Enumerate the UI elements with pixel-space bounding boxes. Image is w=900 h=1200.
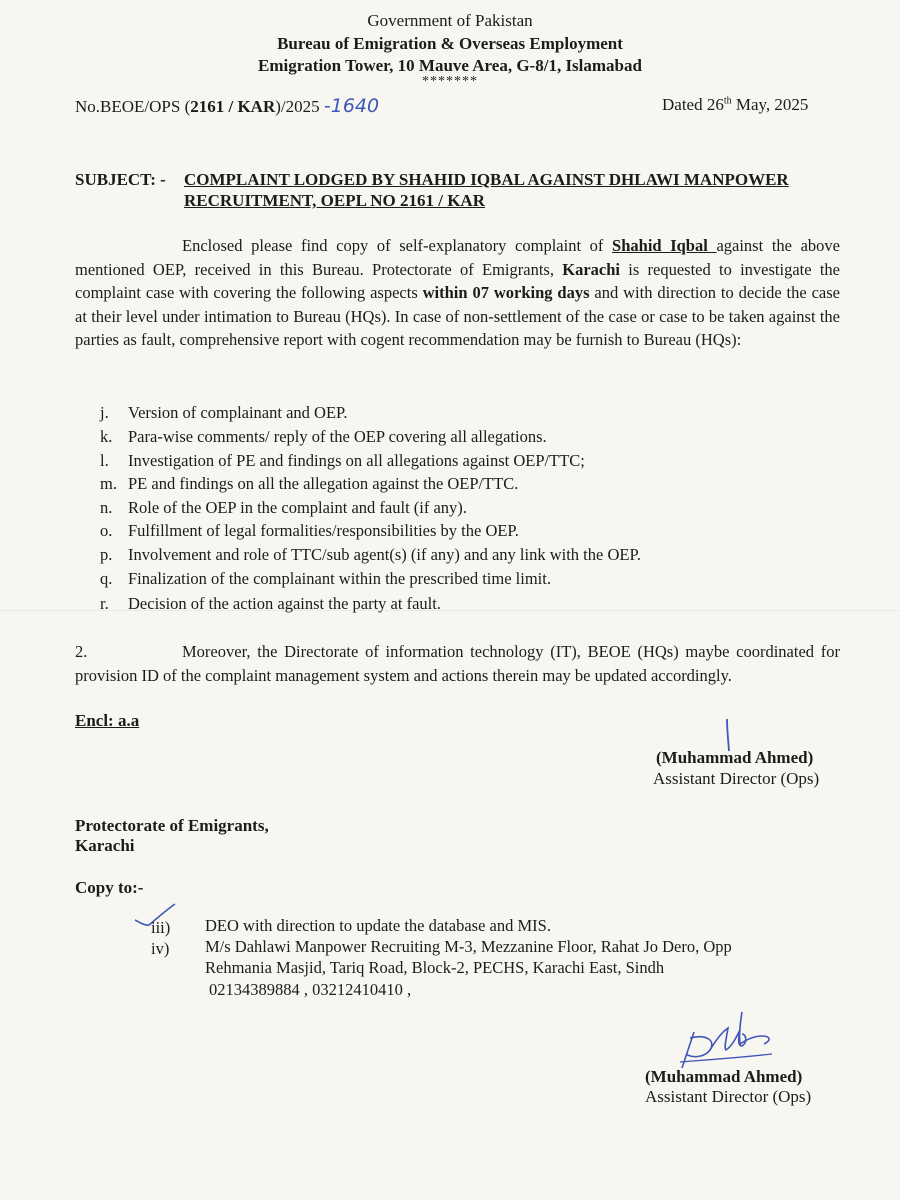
list-item [100, 545, 641, 565]
date-label: Dated 26 [662, 95, 724, 114]
copy-item-phone: 02134389884 , 03212410410 , [209, 980, 412, 999]
bureau-address: Emigration Tower, 10 Mauve Area, G-8/1, Islamabad [258, 56, 642, 75]
copy-item-text: DEO with direction to update the database and MIS. [205, 916, 551, 935]
copy-item-label: iii) [151, 918, 171, 937]
government-title: Government of Pakistan [367, 11, 533, 30]
date-rest: May, 2025 [731, 95, 809, 114]
signatory-designation: Assistant Director (Ops) [653, 769, 820, 788]
deadline-text: within 07 working days [422, 283, 590, 302]
signature-stroke-icon [722, 718, 734, 752]
list-item [100, 451, 585, 471]
addressee-line-2: Karachi [75, 836, 135, 855]
list-text: Investigation of PE and findings on all allegations against OEP/TTC; [128, 451, 585, 470]
signatory-name: (Muhammad Ahmed) [656, 748, 814, 767]
ref-prefix: No.BEOE/OPS ( [75, 97, 191, 116]
list-item [100, 403, 348, 423]
date-line [662, 95, 808, 115]
subject-line-1: COMPLAINT LODGED BY SHAHID IQBAL AGAINST DHLAWI MANPOWER [184, 170, 789, 189]
list-item [100, 594, 441, 614]
list-label: q. [100, 569, 113, 588]
list-label: n. [100, 498, 113, 517]
signatory-designation: Assistant Director (Ops) [645, 1087, 812, 1106]
complainant-name: Shahid Iqbal [612, 236, 717, 255]
addressee-line-1: Protectorate of Emigrants, [75, 816, 269, 835]
list-text: Decision of the action against the party at fault. [128, 594, 441, 613]
list-item [100, 498, 467, 518]
signatory-name: (Muhammad Ahmed) [645, 1067, 803, 1086]
p2-text: Moreover, the Directorate of information technology (IT), BEOE (HQs) maybe coordinated for provision ID of the complaint management system and actions therein may be updated accordingly. [75, 642, 840, 685]
city-name: Karachi [562, 259, 620, 279]
ref-code: 2161 / KAR [190, 97, 276, 116]
copy-item-text: M/s Dahlawi Manpower Recruiting M-3, Mezzanine Floor, Rahat Jo Dero, Opp [205, 937, 732, 956]
reference-number [75, 95, 379, 117]
body-paragraph-1 [75, 234, 840, 352]
bureau-title: Bureau of Emigration & Overseas Employment [277, 34, 623, 53]
date-sup: th [723, 95, 732, 107]
subject-label: SUBJECT: - [75, 170, 166, 189]
p1-text-d: and with direction to decide the case at their level under intimation to Bureau (HQs). In case of non-settlement of the case or case to be taken against the parties as fault, comprehensive report with cogent recommendation may be furnish to Bureau (HQs): [75, 283, 840, 349]
p1-text-c: is requested to investigate the complaint case with covering the following aspects [75, 259, 841, 302]
copy-to-label: Copy to:- [75, 878, 144, 897]
list-text: Fulfillment of legal formalities/responsibilities by the OEP. [128, 521, 519, 540]
list-label: j. [100, 403, 109, 422]
list-text: Para-wise comments/ reply of the OEP covering all allegations. [128, 427, 547, 446]
list-label: k. [100, 427, 113, 446]
list-label: r. [100, 594, 109, 613]
handwritten-dispatch-number: -1640 [323, 95, 380, 117]
list-item [100, 569, 551, 589]
enclosure-label: Encl: a.a [75, 711, 140, 730]
copy-item-text: Rehmania Masjid, Tariq Road, Block-2, PECHS, Karachi East, Sindh [205, 958, 665, 977]
copy-item-label: iv) [151, 939, 170, 958]
list-item [100, 474, 518, 494]
list-label: o. [100, 521, 113, 540]
separator-stars: ******* [422, 74, 478, 89]
list-label: p. [100, 545, 113, 564]
list-text: PE and findings on all the allegation against the OEP/TTC. [128, 474, 519, 493]
body-paragraph-2 [75, 640, 840, 687]
list-label: l. [100, 451, 109, 470]
list-item [100, 521, 519, 541]
signature-icon [676, 1010, 776, 1072]
list-text: Finalization of the complainant within the prescribed time limit. [128, 569, 551, 588]
list-item [100, 427, 547, 447]
list-text: Involvement and role of TTC/sub agent(s) (if any) and any link with the OEP. [128, 545, 641, 564]
p1-text-b: against the above mentioned OEP, received in this Bureau. Protectorate of Emigrants, [75, 236, 840, 279]
list-label: m. [100, 474, 117, 493]
list-text: Version of complainant and OEP. [128, 403, 348, 422]
ref-suffix: )/2025 [275, 97, 320, 116]
list-text: Role of the OEP in the complaint and fault (if any). [128, 498, 467, 517]
p1-text-a: Enclosed please find copy of self-explanatory complaint of [182, 236, 613, 255]
subject-line-2: RECRUITMENT, OEPL NO 2161 / KAR [184, 191, 485, 210]
paragraph-number: 2. [75, 642, 88, 661]
